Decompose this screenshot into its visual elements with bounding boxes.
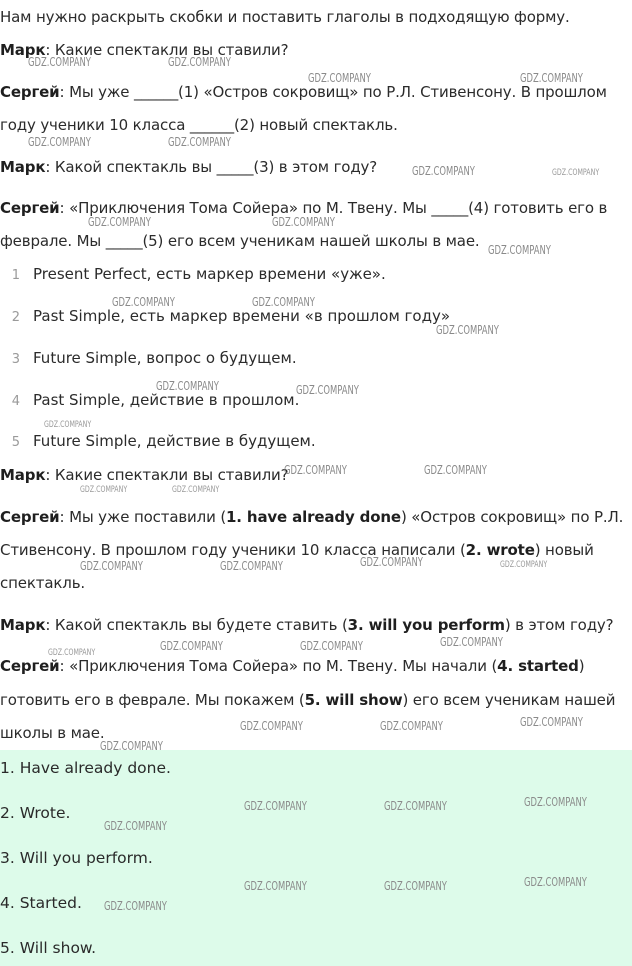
watermark: GDZ.COMPANY xyxy=(100,739,163,753)
watermark: GDZ.COMPANY xyxy=(104,899,167,913)
answer-inline: 5. will show xyxy=(304,691,403,709)
watermark: GDZ.COMPANY xyxy=(104,819,167,833)
watermark: GDZ.COMPANY xyxy=(168,55,231,69)
line-text: ) его всем ученикам нашей xyxy=(402,691,616,709)
solved-line-7 xyxy=(0,689,626,711)
line-text: : Какой спектакль вы _____(3) в этом году? xyxy=(45,158,378,176)
line-text: году ученики 10 класса ______(2) новый спектакль. xyxy=(0,116,398,134)
watermark: GDZ.COMPANY xyxy=(440,635,503,649)
watermark: GDZ.COMPANY xyxy=(296,383,359,397)
item-text: Past Simple, действие в прошлом. xyxy=(33,391,300,409)
speaker: Сергей xyxy=(0,83,60,101)
watermark: GDZ.COMPANY xyxy=(156,379,219,393)
item-text: Future Simple, действие в будущем. xyxy=(33,432,316,450)
watermark: GDZ.COMPANY xyxy=(380,719,443,733)
solved-line-5 xyxy=(0,614,626,636)
watermark: GDZ.COMPANY xyxy=(244,799,307,813)
line-text: : «Приключения Тома Сойера» по М. Твену. Мы _____(4) готовить его в xyxy=(59,199,608,217)
answers-box xyxy=(0,750,632,966)
item-number: 3 xyxy=(11,352,20,367)
watermark: GDZ.COMPANY xyxy=(160,639,223,653)
line-text: : Какие спектакли вы ставили? xyxy=(45,41,289,59)
watermark: GDZ.COMPANY xyxy=(384,799,447,813)
line-text: ) xyxy=(578,657,585,675)
item-number: 4 xyxy=(11,394,20,409)
explanation-item xyxy=(0,263,386,287)
line-text: ) новый xyxy=(534,541,594,559)
solved-line-4: спектакль. xyxy=(0,574,86,592)
item-number: 1 xyxy=(11,268,20,283)
watermark: GDZ.COMPANY xyxy=(80,485,128,495)
answer-inline: 4. started xyxy=(497,657,579,675)
watermark: GDZ.COMPANY xyxy=(552,168,600,178)
watermark: GDZ.COMPANY xyxy=(244,879,307,893)
solved-line-8: школы в мае. xyxy=(0,724,105,742)
answer-item: 4. Started. xyxy=(0,894,82,912)
item-text: Future Simple, вопрос о будущем. xyxy=(33,349,297,367)
explanation-item xyxy=(0,389,299,413)
watermark: GDZ.COMPANY xyxy=(28,135,91,149)
line-text: : Какой спектакль вы будете ставить ( xyxy=(45,616,348,634)
watermark: GDZ.COMPANY xyxy=(412,164,475,178)
watermark: GDZ.COMPANY xyxy=(284,463,347,477)
watermark: GDZ.COMPANY xyxy=(308,71,371,85)
speaker: Сергей xyxy=(0,199,60,217)
watermark: GDZ.COMPANY xyxy=(384,879,447,893)
watermark: GDZ.COMPANY xyxy=(112,295,175,309)
answer-item: 3. Will you perform. xyxy=(0,849,153,867)
answer-item: 2. Wrote. xyxy=(0,804,71,822)
item-text: Past Simple, есть маркер времени «в прошлом году» xyxy=(33,307,451,325)
item-number: 5 xyxy=(11,435,20,450)
watermark: GDZ.COMPANY xyxy=(80,559,143,573)
answer-inline: 2. wrote xyxy=(465,541,535,559)
line-text: готовить его в феврале. Мы покажем ( xyxy=(0,691,305,709)
speaker: Марк xyxy=(0,616,46,634)
dialogue-line-1 xyxy=(0,39,626,61)
explanation-item xyxy=(0,305,450,329)
watermark: GDZ.COMPANY xyxy=(172,485,220,495)
solved-line-6 xyxy=(0,655,626,677)
item-text: Present Perfect, есть маркер времени «уже». xyxy=(33,265,386,283)
answer-inline: 1. have already done xyxy=(226,508,401,526)
watermark: GDZ.COMPANY xyxy=(360,555,423,569)
line-text: ) в этом году? xyxy=(504,616,614,634)
watermark: GDZ.COMPANY xyxy=(488,243,551,257)
watermark: GDZ.COMPANY xyxy=(88,215,151,229)
watermark: GDZ.COMPANY xyxy=(524,795,587,809)
speaker: Сергей xyxy=(0,657,60,675)
watermark: GDZ.COMPANY xyxy=(300,639,363,653)
solved-line-3 xyxy=(0,539,626,561)
speaker: Марк xyxy=(0,158,46,176)
watermark: GDZ.COMPANY xyxy=(220,559,283,573)
answer-item: 5. Will show. xyxy=(0,939,97,957)
watermark: GDZ.COMPANY xyxy=(520,71,583,85)
answer-inline: 3. will you perform xyxy=(347,616,505,634)
watermark: GDZ.COMPANY xyxy=(272,215,335,229)
task-text: Нам нужно раскрыть скобки и поставить глаголы в подходящую форму. xyxy=(0,8,570,26)
speaker: Сергей xyxy=(0,508,60,526)
item-number: 2 xyxy=(11,310,20,325)
watermark: GDZ.COMPANY xyxy=(44,420,92,430)
watermark: GDZ.COMPANY xyxy=(520,715,583,729)
watermark: GDZ.COMPANY xyxy=(240,719,303,733)
speaker: Марк xyxy=(0,466,46,484)
line-text: : Мы уже поставили ( xyxy=(59,508,227,526)
line-text: : Какие спектакли вы ставили? xyxy=(45,466,289,484)
line-text: феврале. Мы _____(5) его всем ученикам нашей школы в мае. xyxy=(0,232,480,250)
watermark: GDZ.COMPANY xyxy=(436,323,499,337)
line-text: Стивенсону. В прошлом году ученики 10 класса написали ( xyxy=(0,541,466,559)
watermark: GDZ.COMPANY xyxy=(168,135,231,149)
dialogue-line-3 xyxy=(0,114,626,136)
watermark: GDZ.COMPANY xyxy=(28,55,91,69)
explanation-item xyxy=(0,347,297,371)
watermark: GDZ.COMPANY xyxy=(48,648,96,658)
explanation-item xyxy=(0,430,316,454)
watermark: GDZ.COMPANY xyxy=(500,560,548,570)
solved-line-2 xyxy=(0,506,626,528)
watermark: GDZ.COMPANY xyxy=(252,295,315,309)
dialogue-line-4 xyxy=(0,156,626,178)
line-text: : «Приключения Тома Сойера» по М. Твену. Мы начали ( xyxy=(59,657,498,675)
watermark: GDZ.COMPANY xyxy=(424,463,487,477)
watermark: GDZ.COMPANY xyxy=(524,875,587,889)
line-text: : Мы уже ______(1) «Остров сокровищ» по Р.Л. Стивенсону. В прошлом xyxy=(59,83,607,101)
answer-item: 1. Have already done. xyxy=(0,759,171,777)
speaker: Марк xyxy=(0,41,46,59)
line-text: ) «Остров сокровищ» по Р.Л. xyxy=(400,508,624,526)
